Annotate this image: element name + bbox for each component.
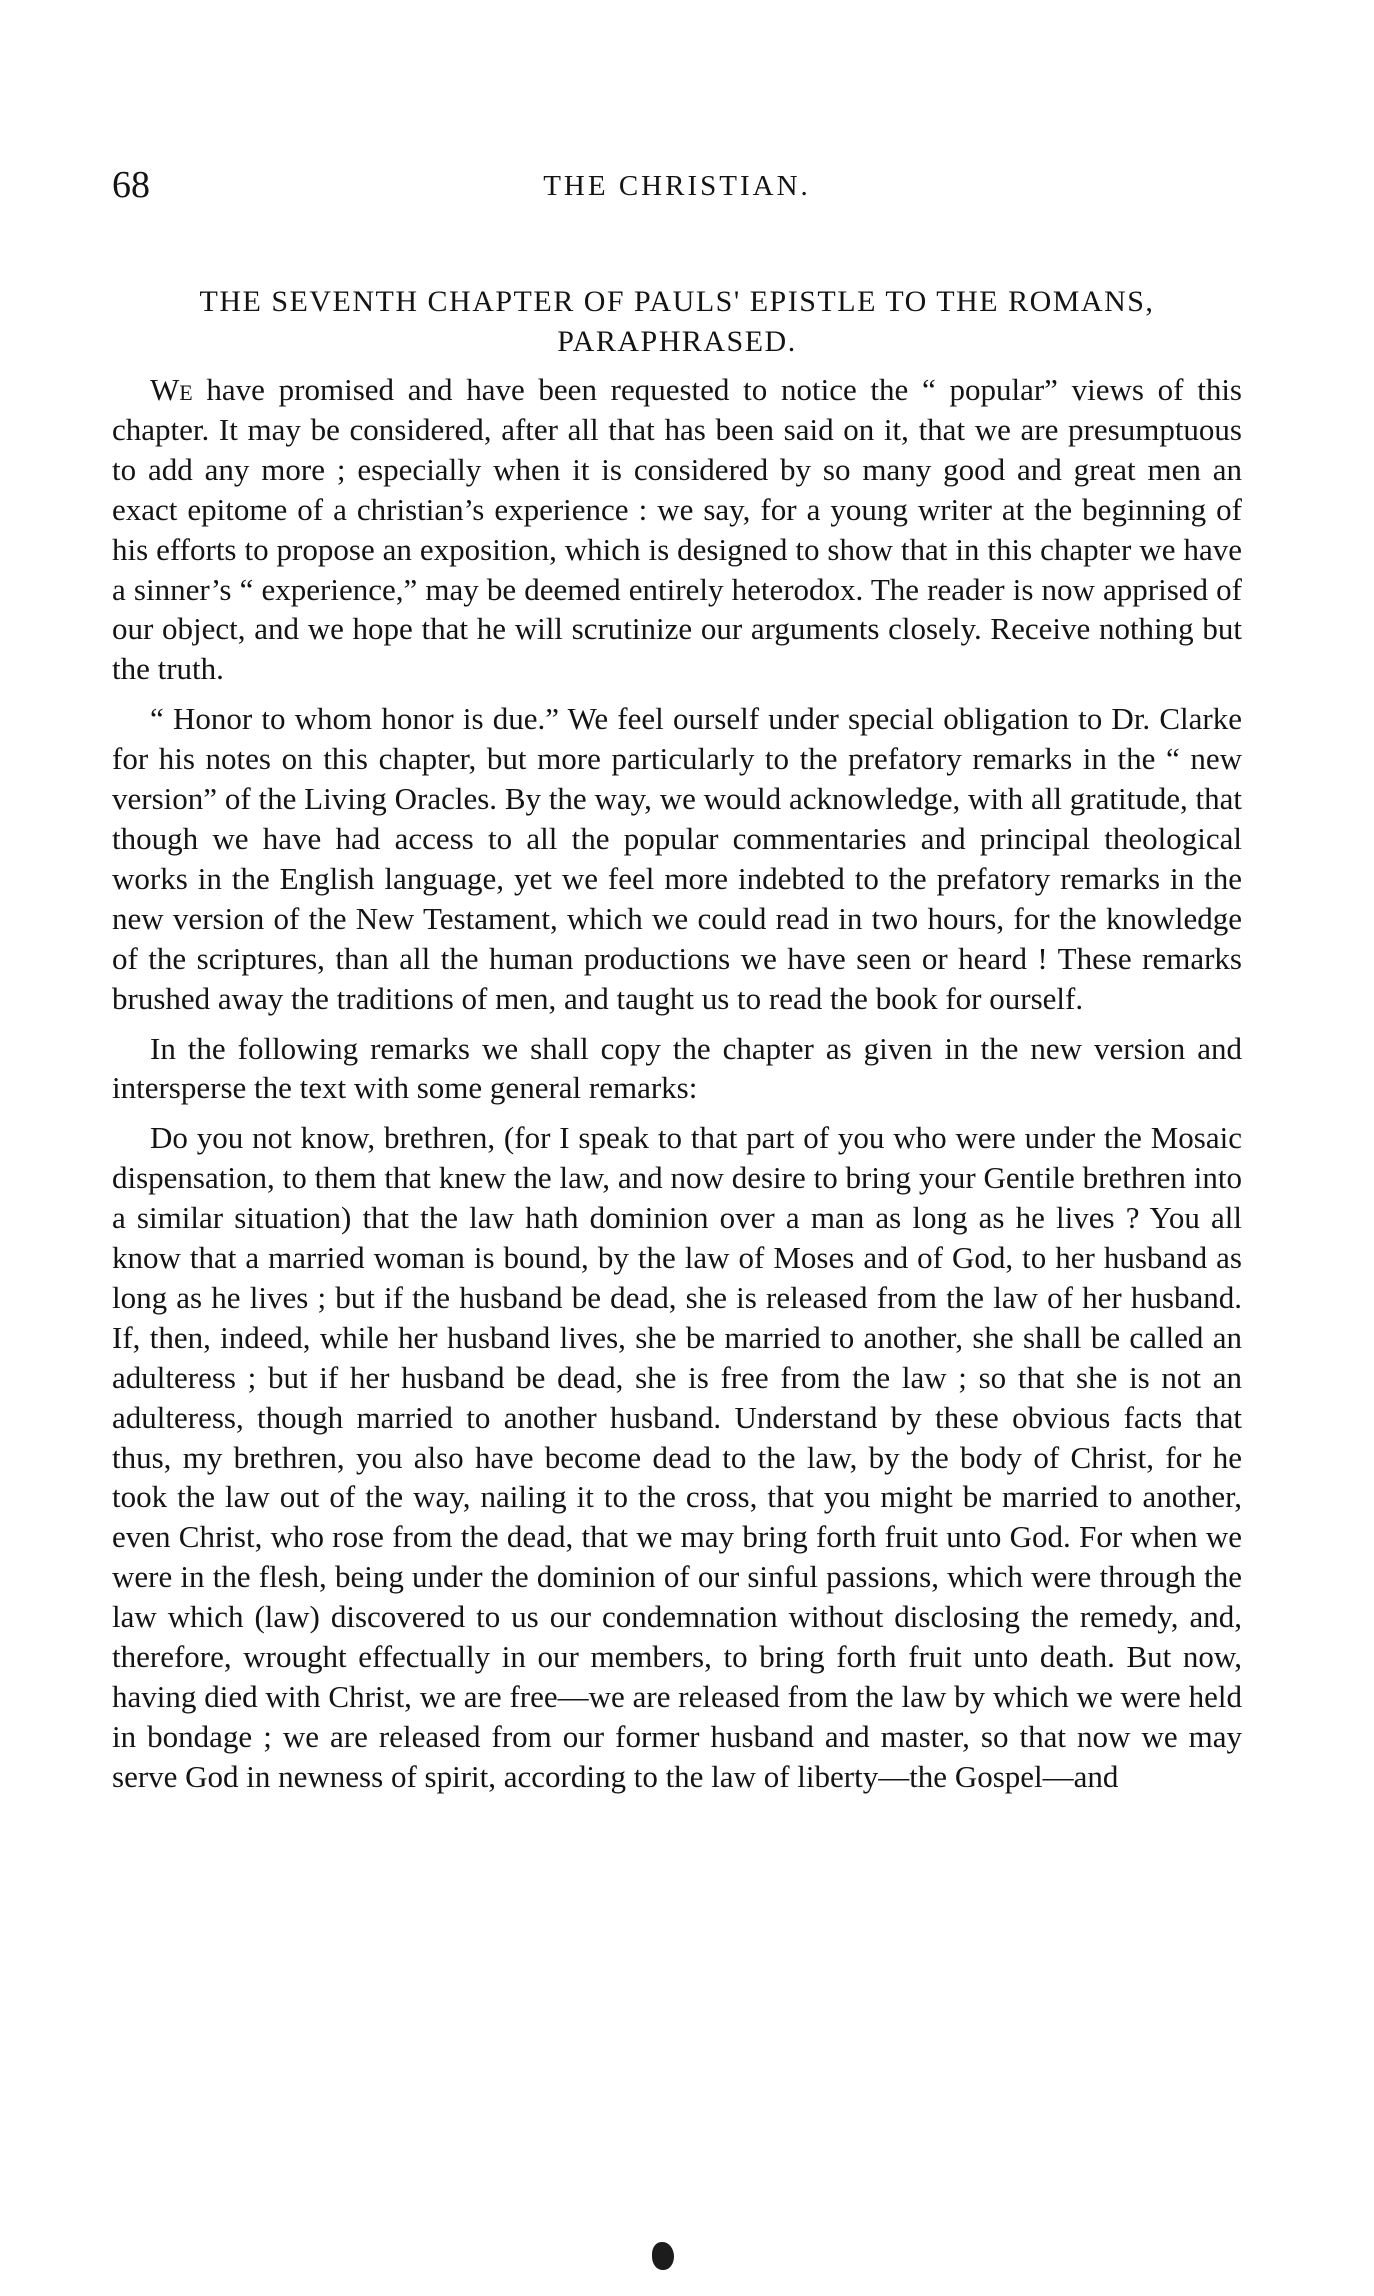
running-title: THE CHRISTIAN. — [543, 170, 811, 202]
article-title-line-1: THE SEVENTH CHAPTER OF PAULS' EPISTLE TO THE ROMANS, — [199, 285, 1155, 318]
paragraph-1-opening: We — [150, 372, 193, 407]
paragraph-4: Do you not know, brethren, (for I speak to that part of you who were under the Mosaic dispensation, to them that knew the law, and now desire to bring your Gentile brethren into a similar situation) that the law hath dominion over a man as long as he lives ? You all know that a married woman is bound, by the law of Moses and of God, to her husband as long as he lives ; but if the husband be dead, she is released from the law of her husband. If, then, indeed, while her husband lives, she be married to another, she shall be called an adulteress ; but if her husband be dead, she is free from the law ; so that she is not an adulteress, though married to another husband. Understand by these obvious facts that thus, my brethren, you also have become dead to the law, by the body of Christ, for he took the law out of the way, nailing it to the cross, that you might be married to another, even Christ, who rose from the dead, that we may bring forth fruit unto God. For when we were in the flesh, being under the dominion of our sinful passions, which were through the law which (law) discovered to us our condemnation without disclosing the remedy, and, therefore, wrought effectually in our members, to bring forth fruit unto death. But now, having died with Christ, we are free—we are released from the law by which we were held in bondage ; we are released from our former husband and master, so that now we may serve God in newness of spirit, according to the law of liberty—the Gospel—and — [112, 1120, 1242, 1794]
paragraph-1 — [112, 370, 1242, 689]
article-title-line-2: PARAPHRASED. — [557, 325, 797, 358]
running-head — [112, 165, 1242, 205]
paragraph-1-text: have promised and have been requested to notice the “ popular” views of this chapter. It may be considered, after all that has been said on it, that we are presumptuous to add any more ; especially when it is considered by so many good and great men an exact epitome of a christian’s experience : we say, for a young writer at the beginning of his efforts to propose an exposition, which is designed to show that in this chapter we have a sinner’s “ experience,” may be deemed entirely heterodox. The reader is now apprised of our object, and we hope that he will scrutinize our arguments closely. Receive nothing but the truth. — [112, 372, 1242, 687]
paragraph-2: “ Honor to whom honor is due.” We feel ourself under special obligation to Dr. Clarke for his notes on this chapter, but more particularly to the prefatory remarks in the “ new version” of the Living Oracles. By the way, we would acknowledge, with all gratitude, that though we have had access to all the popular commentaries and principal theological works in the English language, yet we feel more indebted to the prefatory remarks in the new version of the New Testament, which we could read in two hours, for the knowledge of the scriptures, than all the human productions we have seen or heard ! These remarks brushed away the traditions of men, and taught us to read the book for ourself. — [112, 701, 1242, 1016]
article — [112, 282, 1242, 1807]
paragraph-3: In the following remarks we shall copy the chapter as given in the new version and intersperse the text with some general remarks: — [112, 1030, 1242, 1106]
ink-blot-mark — [652, 2242, 674, 2270]
page-number: 68 — [112, 164, 150, 206]
article-title — [112, 282, 1242, 362]
